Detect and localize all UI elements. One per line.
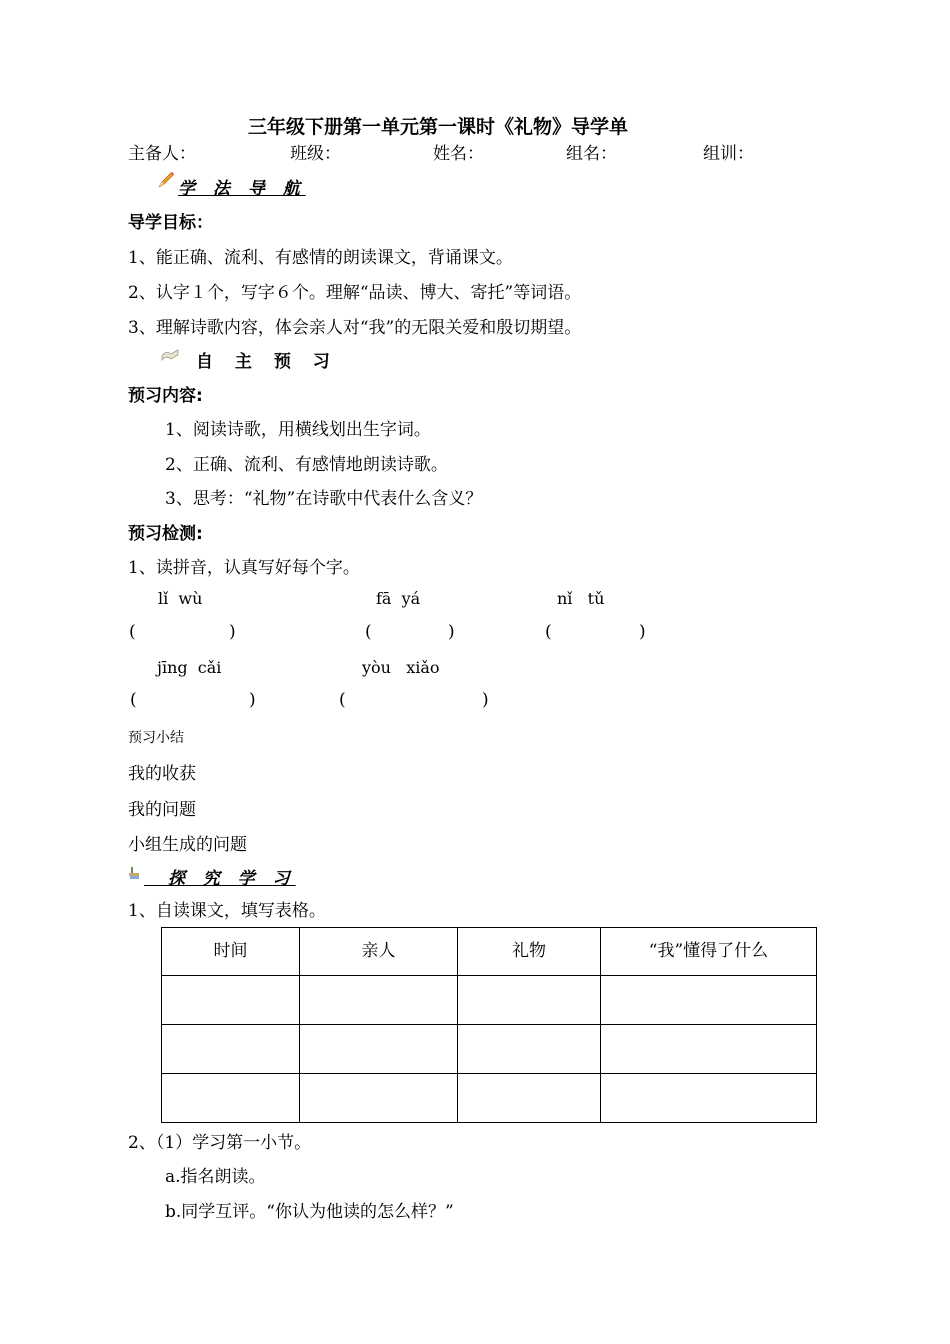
- field-group-motto: 组训：: [703, 144, 754, 164]
- table-header-relative: 亲人: [300, 928, 458, 976]
- answer-paren-close: ): [229, 622, 236, 642]
- pinyin-youxiao: yòu xiǎo: [362, 658, 440, 677]
- table-header-learned: “我”懂得了什么: [601, 928, 817, 976]
- summary-item: 我的收获: [128, 764, 196, 784]
- book-icon: [160, 346, 180, 367]
- table-header-time: 时间: [162, 928, 300, 976]
- explore-question-1: 1、自读课文，填写表格。: [128, 901, 326, 921]
- summary-item: 小组生成的问题: [128, 835, 247, 855]
- table-row: [162, 976, 817, 1025]
- page-title: 三年级下册第一单元第一课时《礼物》导学单: [248, 116, 629, 138]
- field-preparer: 主备人：: [128, 144, 196, 164]
- section-explore-title: [144, 864, 296, 889]
- table-row: [162, 1025, 817, 1074]
- goal-item: 3、理解诗歌内容，体会亲人对“我”的无限关爱和殷切期望。: [128, 318, 582, 338]
- fill-in-table: [161, 927, 817, 1123]
- goal-item: 1、能正确、流利、有感情的朗读课文，背诵课文。: [128, 248, 513, 268]
- field-name: 姓名：: [433, 144, 484, 164]
- check-heading: 预习检测:: [128, 524, 203, 544]
- field-group-name: 组名：: [566, 144, 617, 164]
- pinyin-nitu: nǐ tǔ: [557, 589, 605, 608]
- goal-item: 2、认字１个，写字６个。理解“品读、博大、寄托”等词语。: [128, 283, 582, 303]
- section-explore-label: 探 究 学 习: [167, 869, 296, 889]
- section-preview-title: 自 主 预 习: [196, 352, 338, 372]
- answer-paren-open: (: [339, 690, 346, 710]
- section-nav-title: 学 法 导 航: [178, 179, 306, 199]
- pencil-icon: [156, 170, 176, 195]
- answer-paren-close: ): [448, 622, 455, 642]
- answer-paren-open: (: [129, 622, 136, 642]
- preview-item: 1、阅读诗歌，用横线划出生字词。: [165, 420, 431, 440]
- pinyin-liwu: lǐ wù: [158, 589, 203, 608]
- answer-paren-close: ): [482, 690, 489, 710]
- explore-step-b: b.同学互评。“你认为他读的怎么样？”: [165, 1202, 454, 1222]
- pinyin-faya: fā yá: [376, 589, 421, 608]
- answer-paren-open: (: [365, 622, 372, 642]
- preview-heading: 预习内容:: [128, 386, 203, 406]
- goals-heading: 导学目标：: [128, 213, 213, 233]
- pinyin-jingcai: jīng cǎi: [157, 658, 222, 677]
- answer-paren-close: ): [249, 690, 256, 710]
- check-instruction: 1、读拼音，认真写好每个字。: [128, 558, 360, 578]
- field-class: 班级：: [290, 144, 341, 164]
- table-row: [162, 1074, 817, 1123]
- answer-paren-open: (: [545, 622, 552, 642]
- summary-item: 我的问题: [128, 800, 196, 820]
- explore-step-a: a.指名朗读。: [165, 1167, 266, 1187]
- table-header-gift: 礼物: [458, 928, 601, 976]
- preview-item: 3、思考：“礼物”在诗歌中代表什么含义？: [165, 489, 483, 509]
- book-stack-icon: [127, 864, 141, 887]
- explore-question-2: 2、（1）学习第一小节。: [128, 1133, 312, 1153]
- summary-heading: 预习小结: [128, 730, 184, 746]
- preview-item: 2、正确、流利、有感情地朗读诗歌。: [165, 455, 448, 475]
- answer-paren-close: ): [639, 622, 646, 642]
- answer-paren-open: (: [130, 690, 137, 710]
